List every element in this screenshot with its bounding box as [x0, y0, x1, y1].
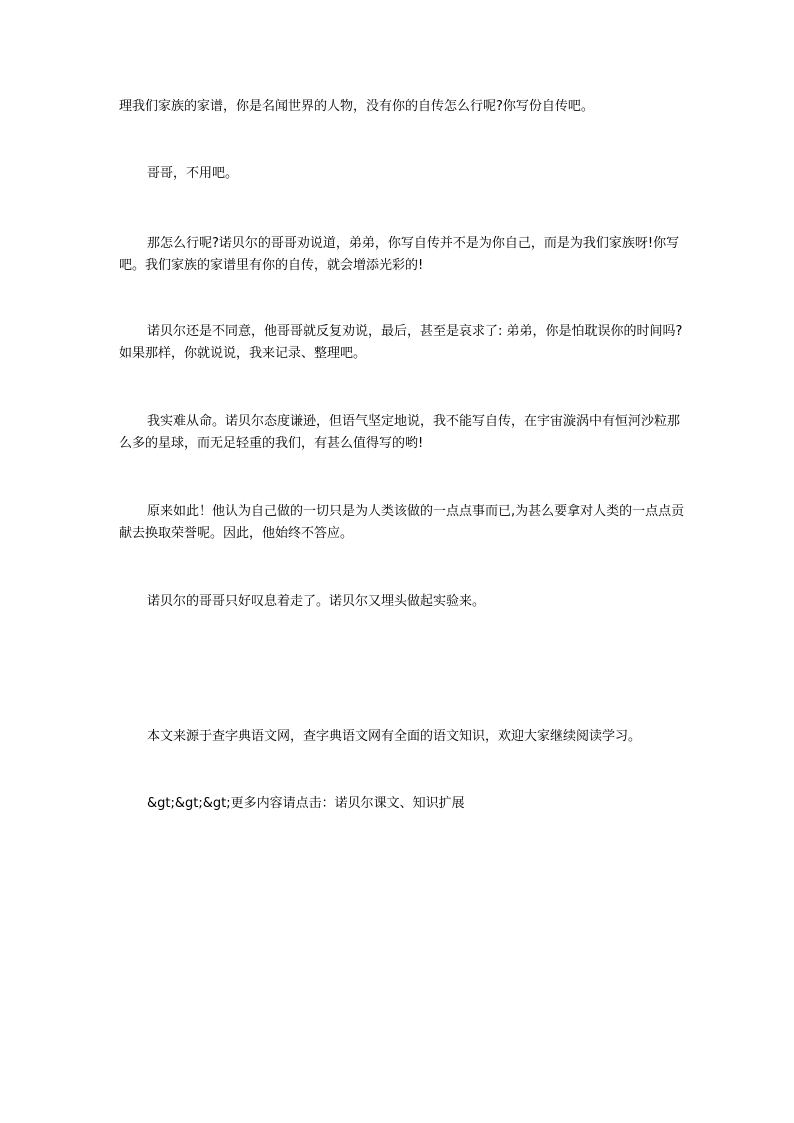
more-content-link[interactable]: &gt;&gt;&gt;更多内容请点击：诺贝尔课文、知识扩展	[147, 796, 465, 811]
paragraph-brother-persuades: 那怎么行呢?诺贝尔的哥哥劝说道，弟弟，你写自传并不是为你自己，而是为我们家族呀!你写吧。我们家族的家谱里有你的自传，就会增添光彩的!	[119, 236, 680, 273]
paragraph-refusal: 我实难从命。诺贝尔态度谦逊，但语气坚定地说，我不能写自传，在宇宙漩涡中有恒河沙粒那么多的星球，而无足轻重的我们，有甚么值得写的哟!	[119, 414, 681, 451]
paragraph-explanation: 原来如此！他认为自己做的一切只是为人类该做的一点点事而已,为甚么要拿对人类的一点点贡献去换取荣誉呢。因此，他始终不答应。	[119, 504, 685, 541]
paragraph-ending: 诺贝尔的哥哥只好叹息着走了。诺贝尔又埋头做起实验来。	[147, 594, 486, 609]
paragraph-reply: 哥哥，不用吧。	[147, 166, 239, 181]
paragraph-family-record: 理我们家族的家谱，你是名闻世界的人物，没有你的自传怎么行呢?你写份自传吧。	[119, 99, 594, 114]
paragraph-repeated-persuasion: 诺贝尔还是不同意，他哥哥就反复劝说，最后，甚至是哀求了: 弟弟，你是怕耽误你的时间吗?如果那样，你就说说，我来记录、整理吧。	[119, 324, 683, 361]
source-note: 本文来源于查字典语文网，查字典语文网有全面的语文知识，欢迎大家继续阅读学习。	[147, 729, 642, 744]
